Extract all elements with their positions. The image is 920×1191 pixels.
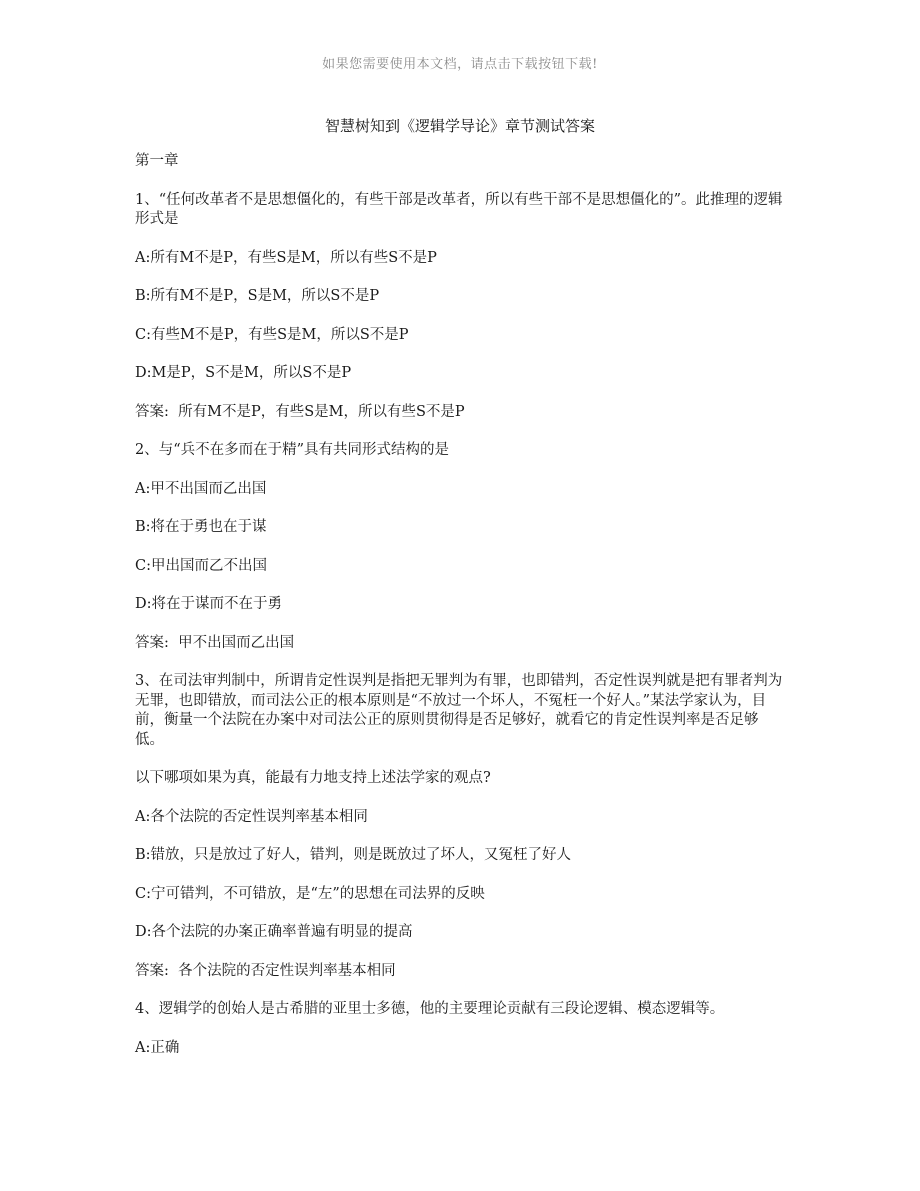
question-1-stem: 1、“任何改革者不是思想僵化的，有些干部是改革者，所以有些干部不是思想僵化的”。此推理的逻辑形式是 [135, 191, 783, 227]
question-1-option-b: B:所有M不是P，S是M，所以S不是P [135, 288, 380, 304]
question-3-sub-stem: 以下哪项如果为真，能最有力地支持上述法学家的观点? [135, 770, 491, 786]
question-3-answer: 答案: 各个法院的否定性误判率基本相同 [135, 962, 396, 979]
download-notice: 如果您需要使用本文档，请点击下载按钮下载! [322, 57, 598, 72]
question-1-answer: 答案: 所有M不是P，有些S是M，所以有些S不是P [135, 403, 465, 420]
question-4-stem: 4、逻辑学的创始人是古希腊的亚里士多德，他的主要理论贡献有三段论逻辑、模态逻辑等。 [135, 1001, 725, 1017]
question-3-option-a: A:各个法院的否定性误判率基本相同 [135, 808, 368, 825]
question-1-option-a: A:所有M不是P，有些S是M，所以有些S不是P [135, 249, 437, 266]
question-1-option-d: D:M是P，S不是M，所以S不是P [135, 365, 352, 381]
question-2-option-b: B:将在于勇也在于谋 [135, 519, 267, 535]
question-1-option-c: C:有些M不是P，有些S是M，所以S不是P [135, 326, 409, 343]
question-2-stem: 2、与“兵不在多而在于精”具有共同形式结构的是 [135, 442, 450, 458]
question-2-answer: 答案: 甲不出国而乙出国 [135, 634, 295, 651]
question-2-option-c: C:甲出国而乙不出国 [135, 557, 267, 574]
document-title: 智慧树知到《逻辑学导论》章节测试答案 [324, 117, 595, 135]
question-2-option-a: A:甲不出国而乙出国 [135, 480, 267, 497]
question-2-option-d: D:将在于谋而不在于勇 [135, 596, 283, 612]
question-4-option-a: A:正确 [135, 1039, 180, 1056]
chapter-heading: 第一章 [135, 153, 179, 169]
question-3-option-d: D:各个法院的办案正确率普遍有明显的提高 [135, 924, 413, 940]
question-3-stem: 3、在司法审判制中，所谓肯定性误判是指把无罪判为有罪，也即错判，否定性误判就是把有罪者判为无罪，也即错放，而司法公正的根本原则是“不放过一个坏人，不冤枉一个好人。”某法学家认为，目前，衡量一个法院在办案中对司法公正的原则贯彻得是否足够好，就看它的肯定性误判率是否足够低。 [135, 673, 783, 748]
question-3-option-c: C:宁可错判，不可错放，是“左”的思想在司法界的反映 [135, 885, 485, 902]
document-body [135, 152, 785, 1077]
question-3-option-b: B:错放，只是放过了好人，错判，则是既放过了坏人，又冤枉了好人 [135, 847, 572, 863]
